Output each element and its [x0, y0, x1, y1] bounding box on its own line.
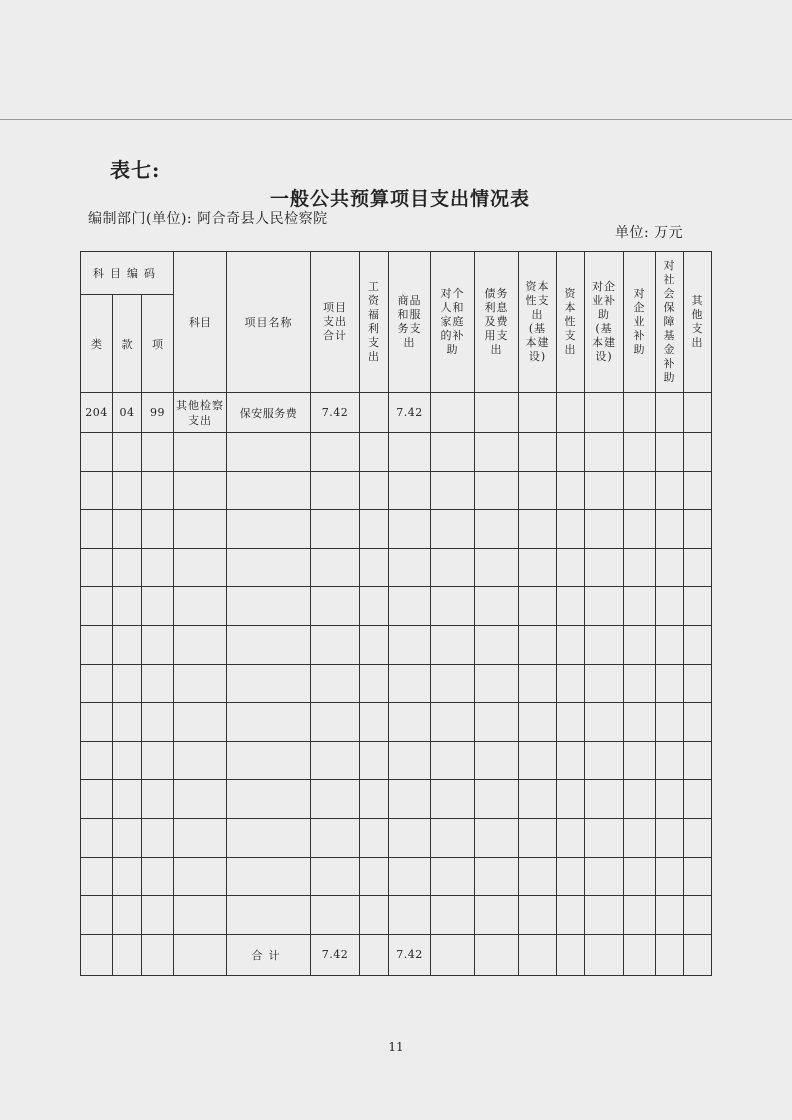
household-subsidy-header: 对个人和家庭的补助 [431, 252, 475, 393]
empty-row [81, 433, 712, 472]
empty-cell [81, 780, 113, 819]
empty-cell [360, 780, 389, 819]
empty-cell [519, 896, 557, 935]
cell-xiang: 99 [142, 393, 174, 433]
empty-cell [585, 433, 624, 472]
empty-cell [557, 741, 585, 780]
totals-total: 7.42 [311, 934, 360, 975]
empty-cell [431, 664, 475, 703]
empty-cell [174, 510, 227, 549]
empty-cell [557, 857, 585, 896]
empty-cell [113, 625, 142, 664]
empty-cell [311, 625, 360, 664]
empty-cell [174, 818, 227, 857]
empty-cell [81, 857, 113, 896]
empty-cell [81, 703, 113, 742]
empty-cell [227, 433, 311, 472]
empty-cell [431, 510, 475, 549]
empty-cell [475, 587, 519, 626]
empty-cell [142, 433, 174, 472]
empty-cell [389, 703, 431, 742]
subject-header: 科目 [174, 252, 227, 393]
cell-c2: 7.42 [389, 393, 431, 433]
empty-cell [519, 818, 557, 857]
empty-cell [585, 587, 624, 626]
empty-cell [475, 625, 519, 664]
empty-cell [557, 548, 585, 587]
cell-subject: 其他检察支出 [174, 393, 227, 433]
empty-cell [227, 703, 311, 742]
empty-row [81, 818, 712, 857]
empty-cell [311, 780, 360, 819]
empty-cell [624, 664, 656, 703]
empty-cell [113, 857, 142, 896]
empty-cell [311, 510, 360, 549]
empty-cell [585, 625, 624, 664]
empty-cell [81, 625, 113, 664]
empty-cell [684, 587, 712, 626]
capital-construction-header: 资本性支出(基本建设) [519, 252, 557, 393]
empty-cell [624, 510, 656, 549]
empty-cell [585, 703, 624, 742]
empty-cell [142, 741, 174, 780]
empty-cell [475, 857, 519, 896]
empty-cell [360, 433, 389, 472]
empty-cell [227, 857, 311, 896]
empty-cell [585, 548, 624, 587]
empty-cell [142, 625, 174, 664]
empty-cell [113, 587, 142, 626]
empty-cell [585, 818, 624, 857]
empty-cell [113, 510, 142, 549]
empty-cell [656, 433, 684, 472]
cell-c6 [557, 393, 585, 433]
empty-cell [684, 625, 712, 664]
table-row [81, 393, 712, 433]
totals-label: 合计 [227, 934, 311, 975]
empty-cell [174, 587, 227, 626]
empty-cell [81, 548, 113, 587]
empty-cell [113, 433, 142, 472]
empty-cell [557, 703, 585, 742]
lei-header: 类 [81, 295, 113, 393]
empty-cell [431, 780, 475, 819]
empty-cell [585, 857, 624, 896]
empty-cell [585, 664, 624, 703]
cell-c10 [684, 393, 712, 433]
empty-cell [684, 857, 712, 896]
empty-cell [389, 664, 431, 703]
cell-c3 [431, 393, 475, 433]
empty-cell [431, 587, 475, 626]
empty-cell [142, 818, 174, 857]
empty-cell [311, 548, 360, 587]
empty-cell [227, 471, 311, 510]
empty-cell [624, 587, 656, 626]
empty-cell [389, 896, 431, 935]
empty-row [81, 548, 712, 587]
cell-c5 [519, 393, 557, 433]
empty-cell [142, 664, 174, 703]
empty-cell [519, 433, 557, 472]
empty-cell [656, 896, 684, 935]
empty-cell [113, 780, 142, 819]
cell-c1 [360, 393, 389, 433]
empty-cell [389, 433, 431, 472]
empty-cell [475, 548, 519, 587]
empty-cell [475, 664, 519, 703]
table-number: 表七: [110, 158, 161, 182]
empty-cell [311, 896, 360, 935]
debt-interest-header: 债务利息及费用支出 [475, 252, 519, 393]
empty-cell [431, 741, 475, 780]
cell-c7 [585, 393, 624, 433]
empty-cell [81, 741, 113, 780]
empty-cell [174, 433, 227, 472]
unit-label: 单位: 万元 [615, 225, 684, 241]
empty-cell [557, 896, 585, 935]
empty-cell [389, 625, 431, 664]
empty-cell [624, 896, 656, 935]
empty-cell [585, 510, 624, 549]
empty-cell [656, 703, 684, 742]
social-security-header: 对社会保障基金补助 [656, 252, 684, 393]
empty-cell [519, 510, 557, 549]
empty-cell [557, 587, 585, 626]
empty-cell [174, 741, 227, 780]
empty-cell [311, 471, 360, 510]
empty-cell [113, 818, 142, 857]
empty-cell [684, 896, 712, 935]
empty-cell [113, 548, 142, 587]
kuan-header: 款 [113, 295, 142, 393]
empty-cell [227, 587, 311, 626]
empty-cell [656, 857, 684, 896]
empty-cell [519, 625, 557, 664]
empty-cell [360, 818, 389, 857]
empty-cell [113, 896, 142, 935]
empty-cell [142, 587, 174, 626]
xiang-header: 项 [142, 295, 174, 393]
empty-cell [684, 703, 712, 742]
empty-cell [557, 818, 585, 857]
totals-c2: 7.42 [389, 934, 431, 975]
empty-cell [81, 818, 113, 857]
empty-cell [475, 741, 519, 780]
empty-cell [519, 857, 557, 896]
empty-cell [519, 703, 557, 742]
empty-cell [389, 857, 431, 896]
empty-cell [656, 818, 684, 857]
empty-cell [311, 818, 360, 857]
empty-cell [475, 818, 519, 857]
empty-cell [389, 510, 431, 549]
empty-row [81, 857, 712, 896]
empty-cell [227, 548, 311, 587]
empty-cell [81, 510, 113, 549]
empty-row [81, 896, 712, 935]
empty-cell [360, 587, 389, 626]
empty-cell [227, 741, 311, 780]
empty-cell [431, 471, 475, 510]
empty-cell [81, 587, 113, 626]
empty-cell [684, 471, 712, 510]
empty-cell [475, 703, 519, 742]
empty-cell [519, 780, 557, 819]
enterprise-construction-header: 对企业补助(基本建设) [585, 252, 624, 393]
empty-cell [624, 471, 656, 510]
empty-cell [389, 780, 431, 819]
empty-cell [311, 433, 360, 472]
empty-cell [624, 625, 656, 664]
cell-project: 保安服务费 [227, 393, 311, 433]
empty-cell [389, 548, 431, 587]
empty-cell [360, 471, 389, 510]
empty-cell [311, 741, 360, 780]
cell-total: 7.42 [311, 393, 360, 433]
empty-cell [227, 664, 311, 703]
page-number: 11 [388, 1040, 404, 1054]
empty-cell [311, 587, 360, 626]
cell-c4 [475, 393, 519, 433]
empty-cell [81, 433, 113, 472]
empty-cell [81, 896, 113, 935]
empty-cell [113, 664, 142, 703]
enterprise-subsidy-header: 对企业补助 [624, 252, 656, 393]
empty-cell [684, 664, 712, 703]
empty-cell [142, 896, 174, 935]
empty-cell [656, 587, 684, 626]
empty-cell [656, 471, 684, 510]
empty-cell [142, 780, 174, 819]
empty-cell [585, 896, 624, 935]
empty-cell [519, 664, 557, 703]
total-header: 项目支出合计 [311, 252, 360, 393]
empty-cell [624, 548, 656, 587]
empty-cell [227, 818, 311, 857]
empty-cell [624, 741, 656, 780]
empty-cell [475, 471, 519, 510]
empty-cell [656, 780, 684, 819]
empty-cell [174, 664, 227, 703]
empty-cell [360, 664, 389, 703]
empty-cell [585, 780, 624, 819]
empty-cell [174, 857, 227, 896]
empty-cell [431, 548, 475, 587]
empty-row [81, 703, 712, 742]
empty-cell [557, 664, 585, 703]
code-group-header: 科目编码 [81, 252, 174, 295]
empty-row [81, 587, 712, 626]
empty-cell [142, 471, 174, 510]
empty-cell [227, 896, 311, 935]
empty-cell [431, 857, 475, 896]
empty-cell [585, 741, 624, 780]
empty-cell [624, 703, 656, 742]
empty-row [81, 664, 712, 703]
other-expenditure-header: 其他支出 [684, 252, 712, 393]
empty-cell [684, 548, 712, 587]
empty-cell [656, 625, 684, 664]
empty-cell [519, 548, 557, 587]
empty-cell [557, 780, 585, 819]
empty-cell [684, 433, 712, 472]
project-name-header: 项目名称 [227, 252, 311, 393]
capital-expenditure-header: 资本性支出 [557, 252, 585, 393]
empty-cell [174, 780, 227, 819]
empty-row [81, 625, 712, 664]
empty-cell [360, 548, 389, 587]
empty-cell [624, 780, 656, 819]
empty-cell [360, 857, 389, 896]
empty-cell [557, 510, 585, 549]
empty-cell [142, 857, 174, 896]
empty-cell [431, 703, 475, 742]
header-row-1 [81, 252, 712, 295]
empty-cell [360, 741, 389, 780]
empty-cell [684, 818, 712, 857]
empty-cell [624, 433, 656, 472]
empty-cell [519, 471, 557, 510]
empty-cell [431, 433, 475, 472]
empty-cell [142, 510, 174, 549]
empty-cell [174, 548, 227, 587]
empty-cell [519, 587, 557, 626]
totals-row [81, 934, 712, 975]
empty-cell [624, 818, 656, 857]
page-title: 一般公共预算项目支出情况表 [269, 188, 530, 210]
blank-rows [81, 433, 712, 935]
cell-c9 [656, 393, 684, 433]
empty-cell [557, 625, 585, 664]
empty-cell [684, 780, 712, 819]
expenditure-table [80, 251, 712, 976]
empty-row [81, 510, 712, 549]
goods-services-header: 商品和服务支出 [389, 252, 431, 393]
empty-cell [227, 510, 311, 549]
empty-cell [142, 548, 174, 587]
empty-row [81, 780, 712, 819]
empty-cell [113, 471, 142, 510]
empty-cell [656, 741, 684, 780]
cell-kuan: 04 [113, 393, 142, 433]
empty-cell [113, 741, 142, 780]
empty-cell [389, 741, 431, 780]
empty-cell [656, 664, 684, 703]
empty-cell [475, 896, 519, 935]
empty-cell [684, 741, 712, 780]
cell-c8 [624, 393, 656, 433]
department-label: 编制部门(单位): 阿合奇县人民检察院 [88, 211, 328, 227]
empty-cell [389, 818, 431, 857]
empty-cell [81, 471, 113, 510]
empty-cell [360, 625, 389, 664]
empty-cell [389, 587, 431, 626]
empty-cell [174, 625, 227, 664]
empty-row [81, 471, 712, 510]
empty-cell [519, 741, 557, 780]
empty-cell [684, 510, 712, 549]
empty-cell [557, 433, 585, 472]
empty-cell [227, 780, 311, 819]
empty-cell [311, 857, 360, 896]
empty-cell [227, 625, 311, 664]
empty-cell [431, 625, 475, 664]
empty-cell [656, 548, 684, 587]
empty-cell [113, 703, 142, 742]
empty-cell [174, 703, 227, 742]
header-divider [0, 119, 792, 120]
empty-cell [624, 857, 656, 896]
empty-cell [389, 471, 431, 510]
empty-row [81, 741, 712, 780]
empty-cell [360, 703, 389, 742]
salary-welfare-header: 工资福利支出 [360, 252, 389, 393]
cell-lei: 204 [81, 393, 113, 433]
empty-cell [142, 703, 174, 742]
empty-cell [475, 780, 519, 819]
empty-cell [585, 471, 624, 510]
empty-cell [431, 818, 475, 857]
empty-cell [475, 433, 519, 472]
empty-cell [311, 703, 360, 742]
empty-cell [174, 471, 227, 510]
empty-cell [311, 664, 360, 703]
empty-cell [656, 510, 684, 549]
empty-cell [81, 664, 113, 703]
empty-cell [431, 896, 475, 935]
empty-cell [557, 471, 585, 510]
empty-cell [360, 896, 389, 935]
empty-cell [360, 510, 389, 549]
empty-cell [475, 510, 519, 549]
empty-cell [174, 896, 227, 935]
